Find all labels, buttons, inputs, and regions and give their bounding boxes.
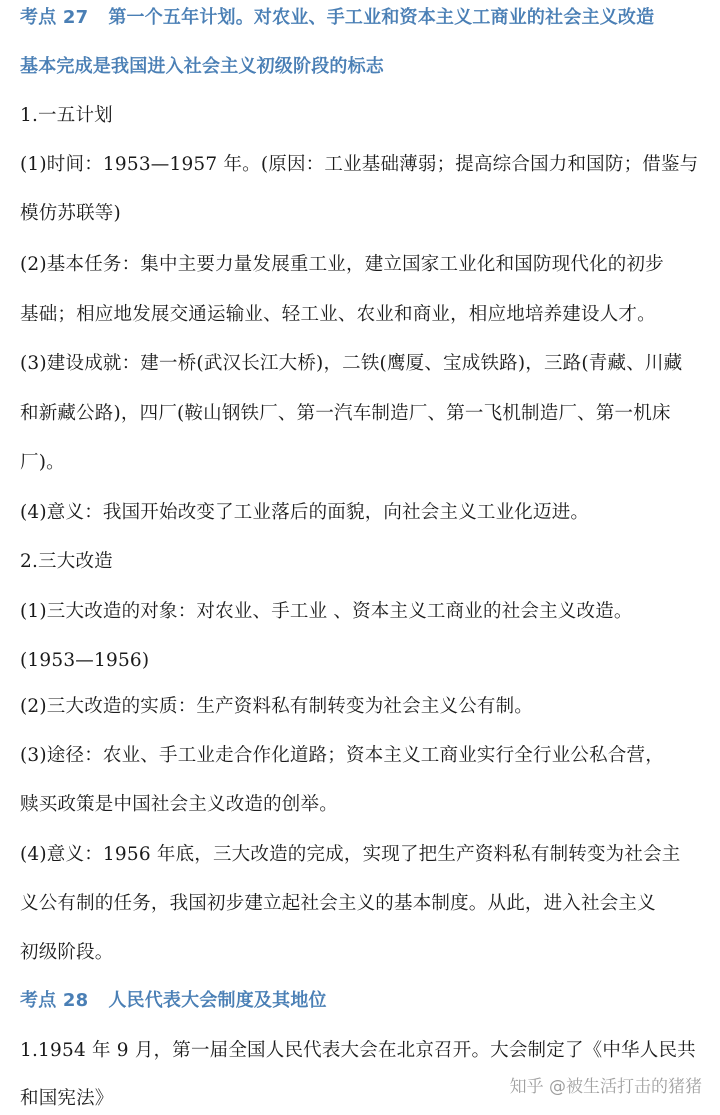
section-27-number: 考点 27 xyxy=(20,7,89,28)
paragraph-line: 义公有制的任务，我国初步建立起社会主义的基本制度。从此，进入社会主义 xyxy=(20,893,656,914)
section-28-title: 人民代表大会制度及其地位 xyxy=(108,990,327,1011)
paragraph-line: (1953—1956) xyxy=(20,650,150,671)
paragraph-line: 1.一五计划 xyxy=(20,105,113,126)
section-27-title-line1: 第一个五年计划。对农业、手工业和资本主义工商业的社会主义改造 xyxy=(108,7,655,28)
paragraph-line: 2.三大改造 xyxy=(20,551,113,572)
paragraph-line: 初级阶段。 xyxy=(20,942,114,963)
paragraph-line: 赎买政策是中国社会主义改造的创举。 xyxy=(20,794,338,815)
section-27-title-line2: 基本完成是我国进入社会主义初级阶段的标志 xyxy=(20,56,384,77)
paragraph-line: (1)三大改造的对象：对农业、手工业 、资本主义工商业的社会主义改造。 xyxy=(20,601,633,622)
paragraph-line: 厂)。 xyxy=(20,452,65,473)
paragraph-line: (3)途径：农业、手工业走合作化道路；资本主义工商业实行全行业公私合营， xyxy=(20,745,664,766)
paragraph-line: 和新藏公路)，四厂(鞍山钢铁厂、第一汽车制造厂、第一飞机制造厂、第一机床 xyxy=(20,403,671,424)
paragraph-line: 模仿苏联等) xyxy=(20,203,121,224)
paragraph-line: (4)意义：我国开始改变了工业落后的面貌，向社会主义工业化迈进。 xyxy=(20,502,590,523)
paragraph-line: (3)建设成就：建一桥(武汉长江大桥)，二铁(鹰厦、宝成铁路)，三路(青藏、川藏 xyxy=(20,353,683,374)
paragraph-line: 基础；相应地发展交通运输业、轻工业、农业和商业，相应地培养建设人才。 xyxy=(20,304,656,325)
paragraph-line: (2)基本任务：集中主要力量发展重工业，建立国家工业化和国防现代化的初步 xyxy=(20,254,664,275)
paragraph-line: 和国宪法》 xyxy=(20,1088,114,1109)
section-28-number: 考点 28 xyxy=(20,990,89,1011)
paragraph-line: (4)意义：1956 年底，三大改造的完成，实现了把生产资料私有制转变为社会主 xyxy=(20,844,681,865)
section-27-heading xyxy=(20,5,654,31)
section-28-heading xyxy=(20,988,327,1014)
watermark: 知乎 @被生活打击的猪猪 xyxy=(509,1077,702,1097)
paragraph-line: (2)三大改造的实质：生产资料私有制转变为社会主义公有制。 xyxy=(20,696,534,717)
paragraph-line: 1.1954 年 9 月，第一届全国人民代表大会在北京召开。大会制定了《中华人民共 xyxy=(20,1040,696,1061)
paragraph-line: (1)时间：1953—1957 年。(原因：工业基础薄弱；提高综合国力和国防；借鉴与 xyxy=(20,154,699,175)
